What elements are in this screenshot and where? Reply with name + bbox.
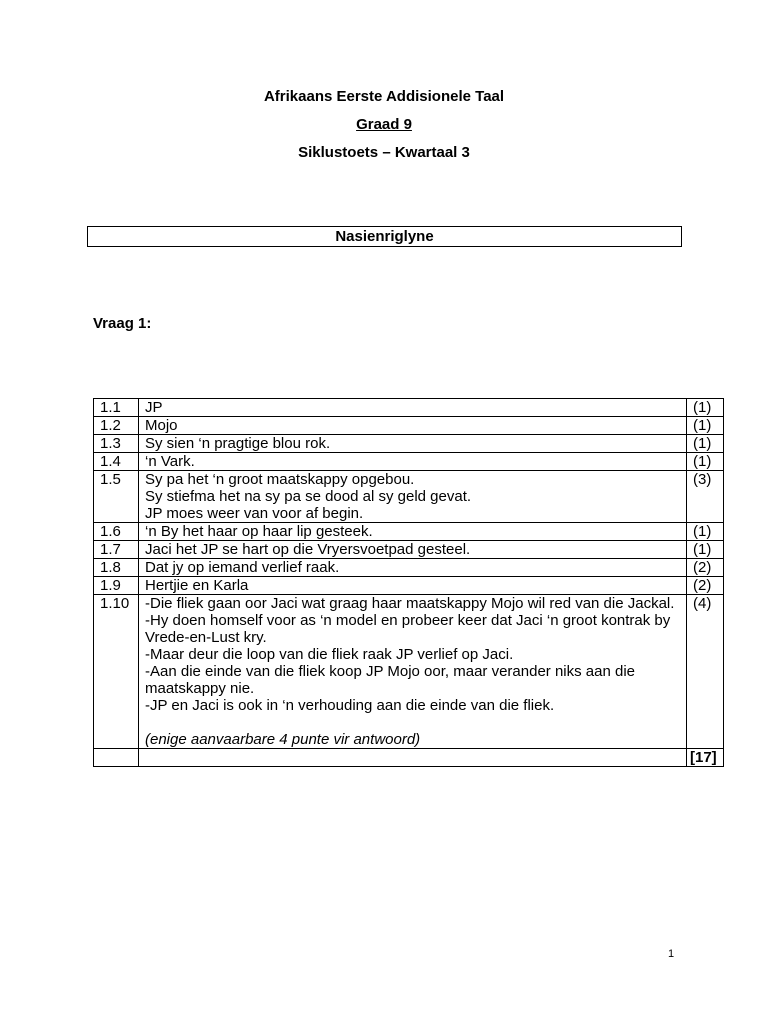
answer-line: JP [145,399,163,416]
question-number: 1.3 [94,435,139,453]
table-row [94,453,724,471]
question-number: 1.7 [94,541,139,559]
mark-value: (4) [687,595,724,749]
answer-line: -Hy doen homself voor as ‘n model en probeer keer dat Jaci ‘n groot kontrak by Vrede-en-Lust kry. [145,612,671,646]
answer-cell [139,541,687,559]
answer-note: (enige aanvaarbare 4 punte vir antwoord) [145,731,421,748]
answer-cell [139,399,687,417]
document-title: Afrikaans Eerste Addisionele Taal [263,88,505,105]
table-row [94,523,724,541]
page-number: 1 [668,948,675,960]
answer-line: ‘n By het haar op haar lip gesteek. [145,523,373,540]
answer-line: Sy sien ‘n pragtige blou rok. [145,435,331,452]
answer-line: Sy pa het ‘n groot maatskappy opgebou. [145,471,415,488]
empty-cell [94,749,139,767]
answer-cell [139,471,687,523]
question-number: 1.9 [94,577,139,595]
question-number: 1.5 [94,471,139,523]
mark-value: (2) [687,559,724,577]
answer-cell [139,559,687,577]
answers-table [93,398,724,767]
table-row [94,435,724,453]
table-row [94,577,724,595]
guidelines-heading-box: Nasienriglyne [87,226,682,247]
answer-cell [139,417,687,435]
question-heading: Vraag 1: [93,315,152,332]
table-row [94,559,724,577]
mark-value: (1) [687,417,724,435]
answer-cell [139,595,687,749]
empty-cell [139,749,687,767]
mark-value: (1) [687,523,724,541]
answer-line: Dat jy op iemand verlief raak. [145,559,340,576]
answer-line: Sy stiefma het na sy pa se dood al sy geld gevat. [145,488,472,505]
mark-value: (1) [687,399,724,417]
mark-value: (1) [687,453,724,471]
answer-cell [139,577,687,595]
test-subtitle: Siklustoets – Kwartaal 3 [298,144,470,161]
answer-cell [139,523,687,541]
mark-value: (2) [687,577,724,595]
question-number: 1.8 [94,559,139,577]
table-row [94,417,724,435]
table-row [94,471,724,523]
question-number: 1.2 [94,417,139,435]
question-number: 1.1 [94,399,139,417]
total-row [94,749,724,767]
mark-value: (1) [687,541,724,559]
answer-line: Jaci het JP se hart op die Vryersvoetpad gesteel. [145,541,471,558]
answer-cell [139,453,687,471]
answer-line: -JP en Jaci is ook in ‘n verhouding aan die einde van die fliek. [145,697,555,714]
answer-line: -Die fliek gaan oor Jaci wat graag haar maatskappy Mojo wil red van die Jackal. [145,595,675,612]
answer-line: -Aan die einde van die fliek koop JP Mojo oor, maar verander niks aan die maatskappy nie. [145,663,636,697]
question-number: 1.4 [94,453,139,471]
answer-line: Mojo [145,417,178,434]
question-number: 1.6 [94,523,139,541]
mark-value: (3) [687,471,724,523]
answer-line: -Maar deur die loop van die fliek raak JP verlief op Jaci. [145,646,514,663]
mark-value: (1) [687,435,724,453]
total-marks: [17] [687,749,724,767]
question-number: 1.10 [94,595,139,749]
answer-line: JP moes weer van voor af begin. [145,505,364,522]
table-row [94,595,724,749]
table-row [94,541,724,559]
answer-line: Hertjie en Karla [145,577,249,594]
answer-cell [139,435,687,453]
answer-line: ‘n Vark. [145,453,195,470]
grade-label: Graad 9 [356,116,412,133]
table-row [94,399,724,417]
